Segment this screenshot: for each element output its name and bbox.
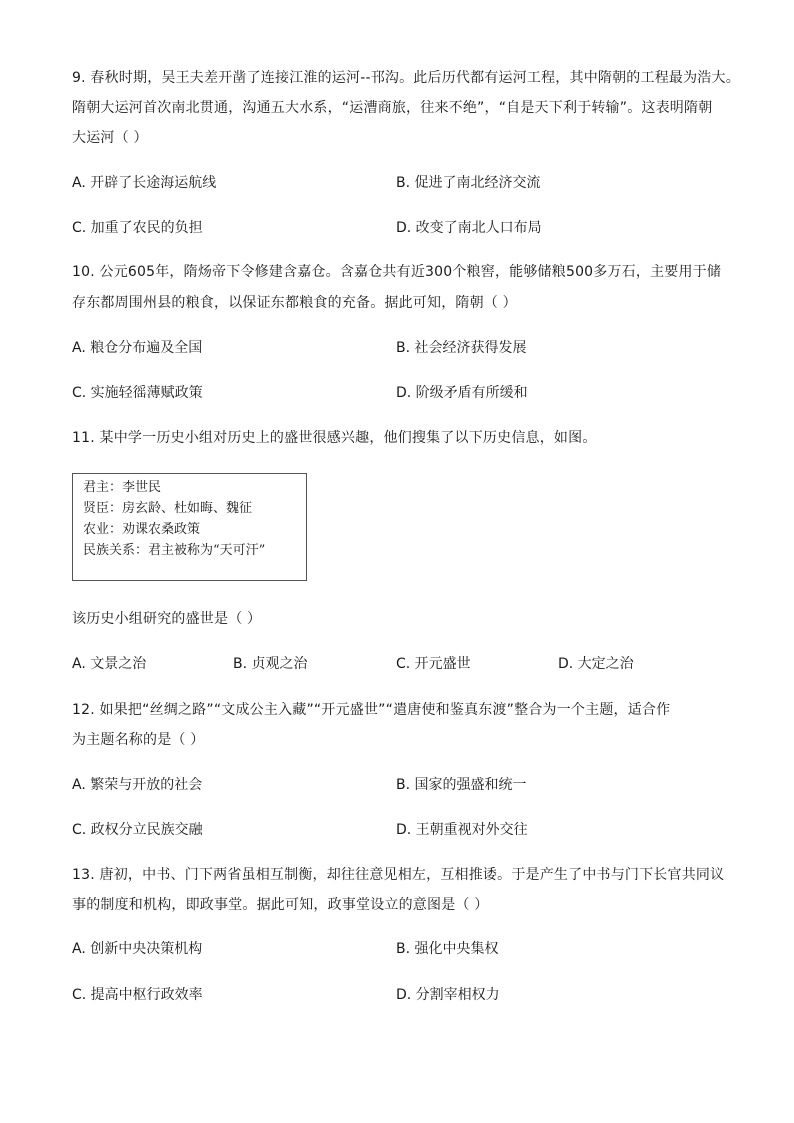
q11-box-ethnic-relations: 民族关系：君主被称为“天可汗” xyxy=(83,543,266,558)
q9-option-d: D. 改变了南北人口布局 xyxy=(396,220,542,236)
q9-option-b: B. 促进了南北经济交流 xyxy=(396,175,541,191)
q11-box-agriculture: 农业：劝课农桑政策 xyxy=(83,522,201,537)
q11-stem: 该历史小组研究的盛世是（ ） xyxy=(72,611,262,627)
q9-option-c: C. 加重了农民的负担 xyxy=(72,220,203,236)
q10-option-c: C. 实施轻徭薄赋政策 xyxy=(72,385,203,401)
q13-option-a: A. 创新中央决策机构 xyxy=(72,941,203,957)
q13-line-1: 13. 唐初，中书、门下两省虽相互制衡，却往往意见相左，互相推诿。于是产生了中书与门下长官共同议 xyxy=(72,867,725,883)
q9-line-1: 9. 春秋时期，吴王夫差开凿了连接江淮的运河--邗沟。此后历代都有运河工程，其中隋朝的工程最为浩大。 xyxy=(72,70,740,86)
q13-option-d: D. 分割宰相权力 xyxy=(396,987,500,1003)
q12-option-a: A. 繁荣与开放的社会 xyxy=(72,777,203,793)
q10-option-a: A. 粮仓分布遍及全国 xyxy=(72,340,203,356)
q12-line-1: 12. 如果把“丝绸之路”“文成公主入藏”“开元盛世”“遣唐使和鉴真东渡”整合为一个主题，适合作 xyxy=(72,702,671,718)
q10-line-1: 10. 公元605年，隋炀帝下令修建含嘉仓。含嘉仓共有近300个粮窖，能够储粮500多万石，主要用于储 xyxy=(72,264,722,280)
q11-info-box xyxy=(72,473,307,581)
q10-option-d: D. 阶级矛盾有所缓和 xyxy=(396,385,528,401)
q11-option-c: C. 开元盛世 xyxy=(396,656,471,672)
q10-line-2: 存东都周围州县的粮食，以保证东都粮食的充备。据此可知，隋朝（ ） xyxy=(72,295,517,311)
q12-option-d: D. 王朝重视对外交往 xyxy=(396,822,528,838)
q11-option-b: B. 贞观之治 xyxy=(233,656,308,672)
q12-option-b: B. 国家的强盛和统一 xyxy=(396,777,527,793)
q12-line-2: 为主题名称的是（ ） xyxy=(72,732,205,748)
q9-line-2: 隋朝大运河首次南北贯通，沟通五大水系，“运漕商旅，往来不绝”，“自是天下利于转输”。这表明隋朝 xyxy=(72,100,713,116)
q11-option-d: D. 大定之治 xyxy=(558,656,634,672)
q9-line-3: 大运河（ ） xyxy=(72,130,148,146)
q12-option-c: C. 政权分立民族交融 xyxy=(72,822,203,838)
q13-line-2: 事的制度和机构，即政事堂。据此可知，政事堂设立的意图是（ ） xyxy=(72,897,489,913)
q11-line-1: 11. 某中学一历史小组对历史上的盛世很感兴趣，他们搜集了以下历史信息，如图。 xyxy=(72,430,597,446)
q10-option-b: B. 社会经济获得发展 xyxy=(396,340,527,356)
q11-box-ministers: 贤臣：房玄龄、杜如晦、魏征 xyxy=(83,501,253,516)
q11-box-ruler: 君主：李世民 xyxy=(83,480,162,495)
q9-option-a: A. 开辟了长途海运航线 xyxy=(72,175,217,191)
q11-option-a: A. 文景之治 xyxy=(72,656,147,672)
q13-option-c: C. 提高中枢行政效率 xyxy=(72,987,203,1003)
q13-option-b: B. 强化中央集权 xyxy=(396,941,499,957)
